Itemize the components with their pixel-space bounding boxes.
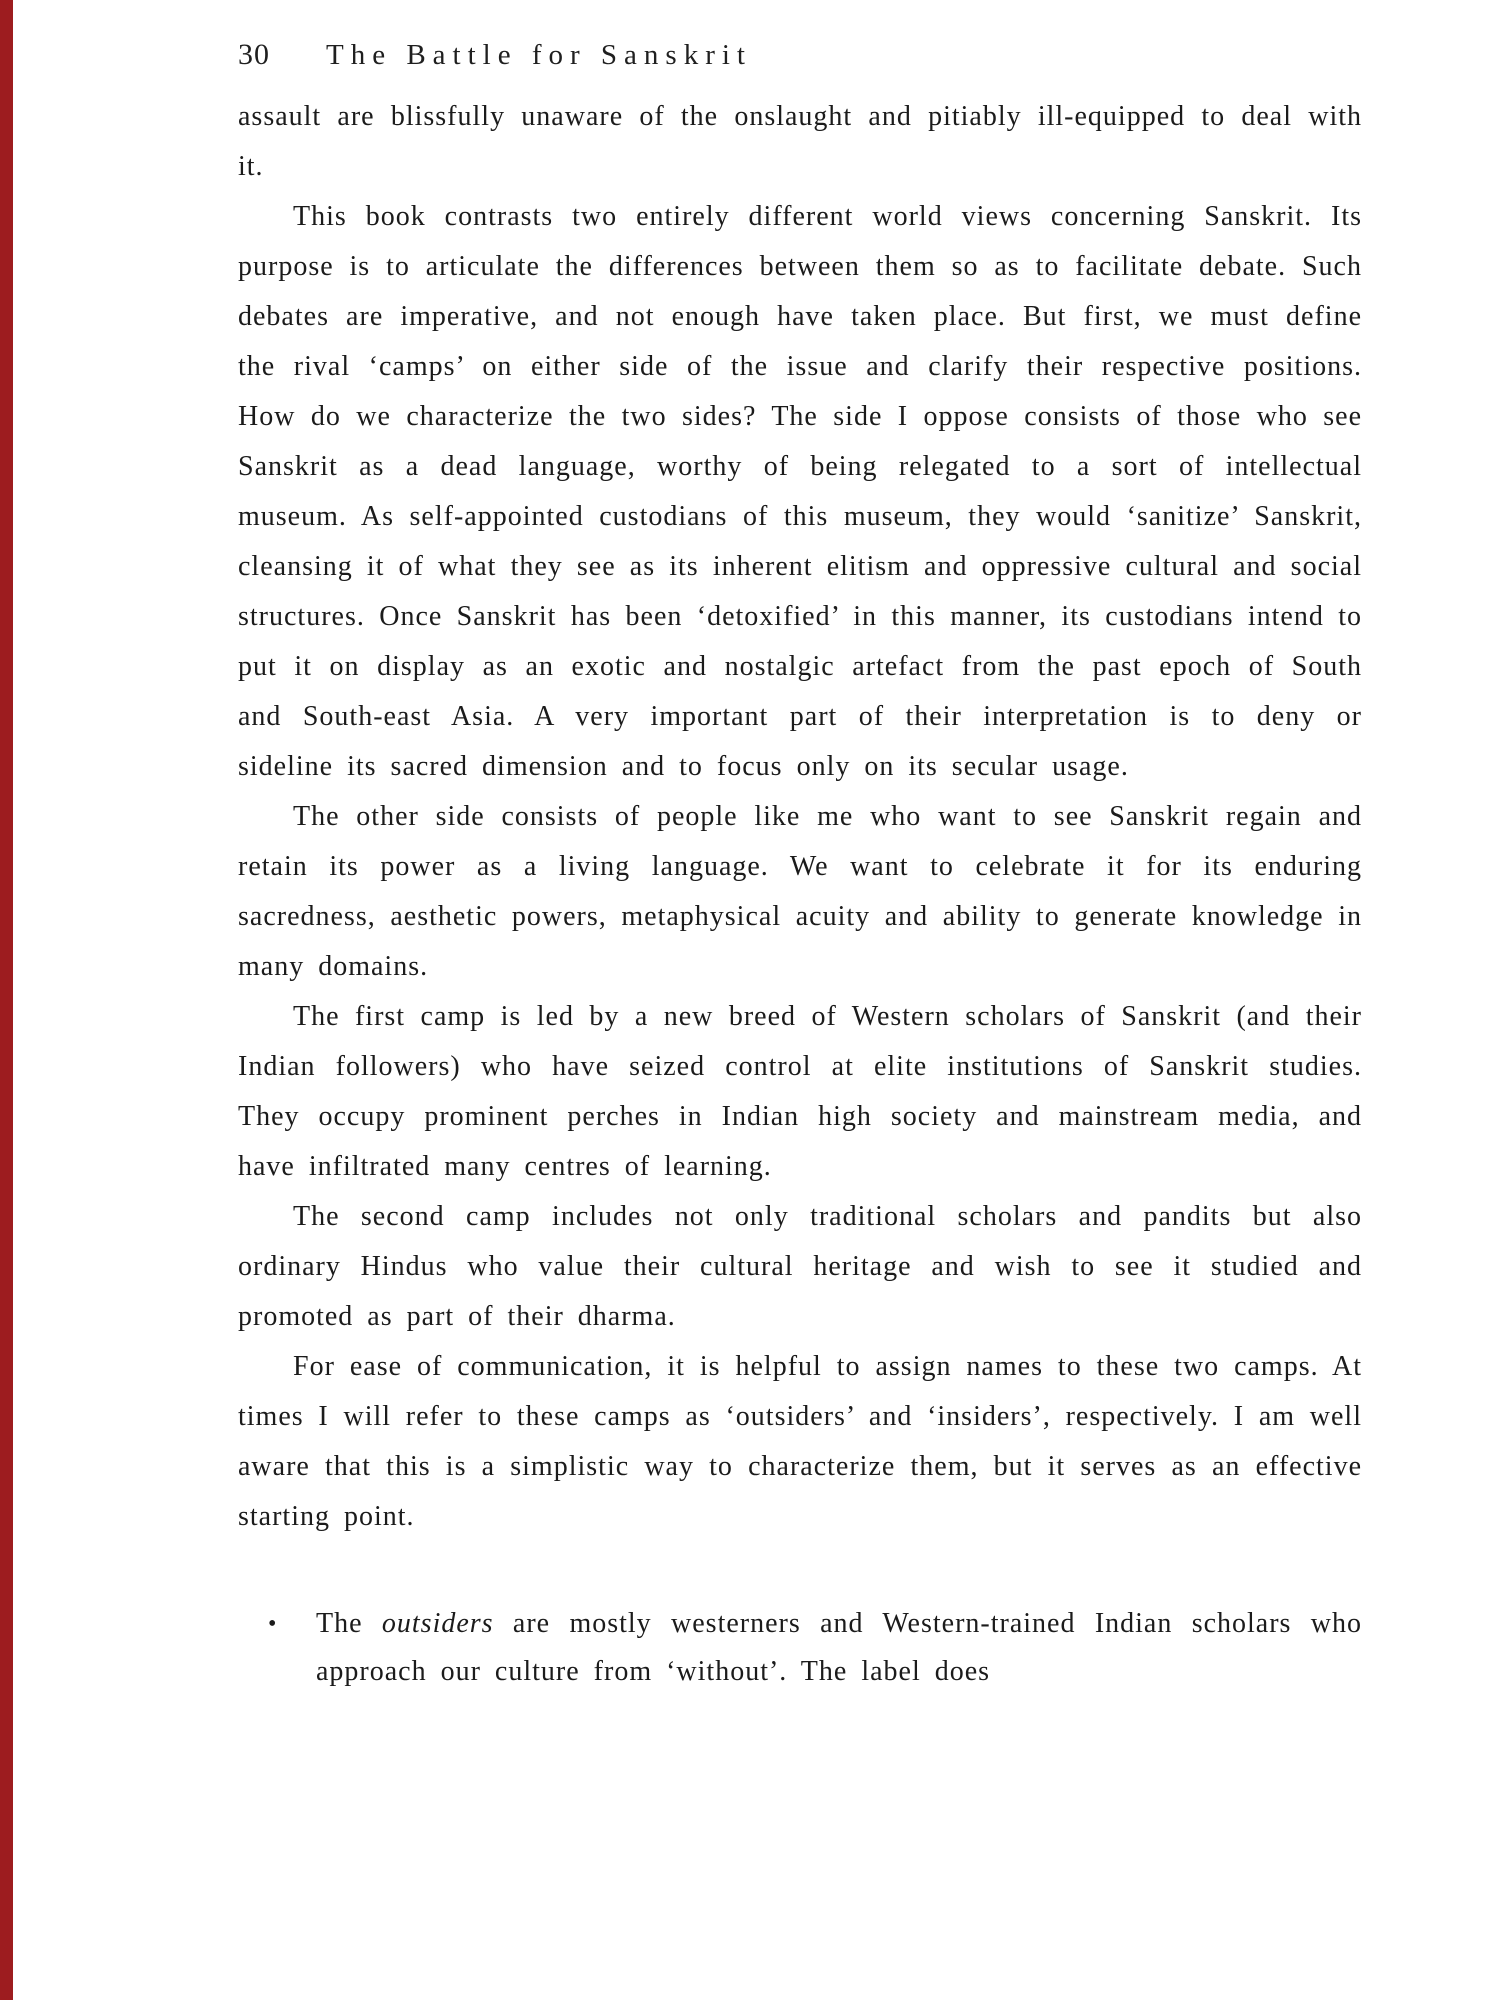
bullet-item-text-rest: are mostly westerners and Western-trained Indian scholars who approach our culture from ‘without’. The label does <box>316 1608 1363 1687</box>
text-column <box>238 0 1362 1696</box>
bullet-list <box>238 1600 1362 1696</box>
running-title: The Battle for Sanskrit <box>326 39 752 71</box>
paragraph: The other side consists of people like me who want to see Sanskrit regain and retain its power as a living language. We want to celebrate it for its enduring sacredness, aesthetic powers, metaphysical acuity and ability to generate knowledge in many domains. <box>238 801 1362 982</box>
paragraph: For ease of communication, it is helpful to assign names to these two camps. At times I will refer to these camps as ‘outsiders’ and ‘insiders’, respectively. I am well aware that this is a simplistic way to characterize them, but it serves as an effective starting point. <box>238 1351 1362 1532</box>
bullet-marker: • <box>268 1611 278 1637</box>
red-spine-strip <box>0 0 13 2000</box>
paragraph: This book contrasts two entirely different world views concerning Sanskrit. Its purpose is to articulate the differences between them so as to facilitate debate. Such debates are imperative, and not enough have taken place. But first, we must define the rival ‘camps’ on either side of the issue and clarify their respective positions. How do we characterize the two sides? The side I oppose consists of those who see Sanskrit as a dead language, worthy of being relegated to a sort of intellectual museum. As self-appointed custodians of this museum, they would ‘sanitize’ Sanskrit, cleansing it of what they see as its inherent elitism and oppressive cultural and social structures. Once Sanskrit has been ‘detoxified’ in this manner, its custodians intend to put it on display as an exotic and nostalgic artefact from the past epoch of South and South-east Asia. A very important part of their interpretation is to deny or sideline its sacred dimension and to focus only on its secular usage. <box>238 201 1362 782</box>
paragraph: The second camp includes not only traditional scholars and pandits but also ordinary Hindus who value their cultural heritage and wish to see it studied and promoted as part of their dharma. <box>238 1201 1362 1332</box>
list-item <box>268 1600 1363 1696</box>
bullet-item-text-prefix: The <box>316 1608 382 1639</box>
paragraph: The first camp is led by a new breed of Western scholars of Sanskrit (and their Indian followers) who have seized control at elite institutions of Sanskrit studies. They occupy prominent perches in Indian high society and mainstream media, and have infiltrated many centres of learning. <box>238 1001 1362 1182</box>
page-number: 30 <box>238 38 270 71</box>
paragraph-continued: assault are blissfully unaware of the onslaught and pitiably ill-equipped to deal with it. <box>238 101 1362 182</box>
body-text <box>238 88 1362 1542</box>
running-header <box>238 0 1362 88</box>
bullet-item-italic-term: outsiders <box>381 1608 494 1639</box>
